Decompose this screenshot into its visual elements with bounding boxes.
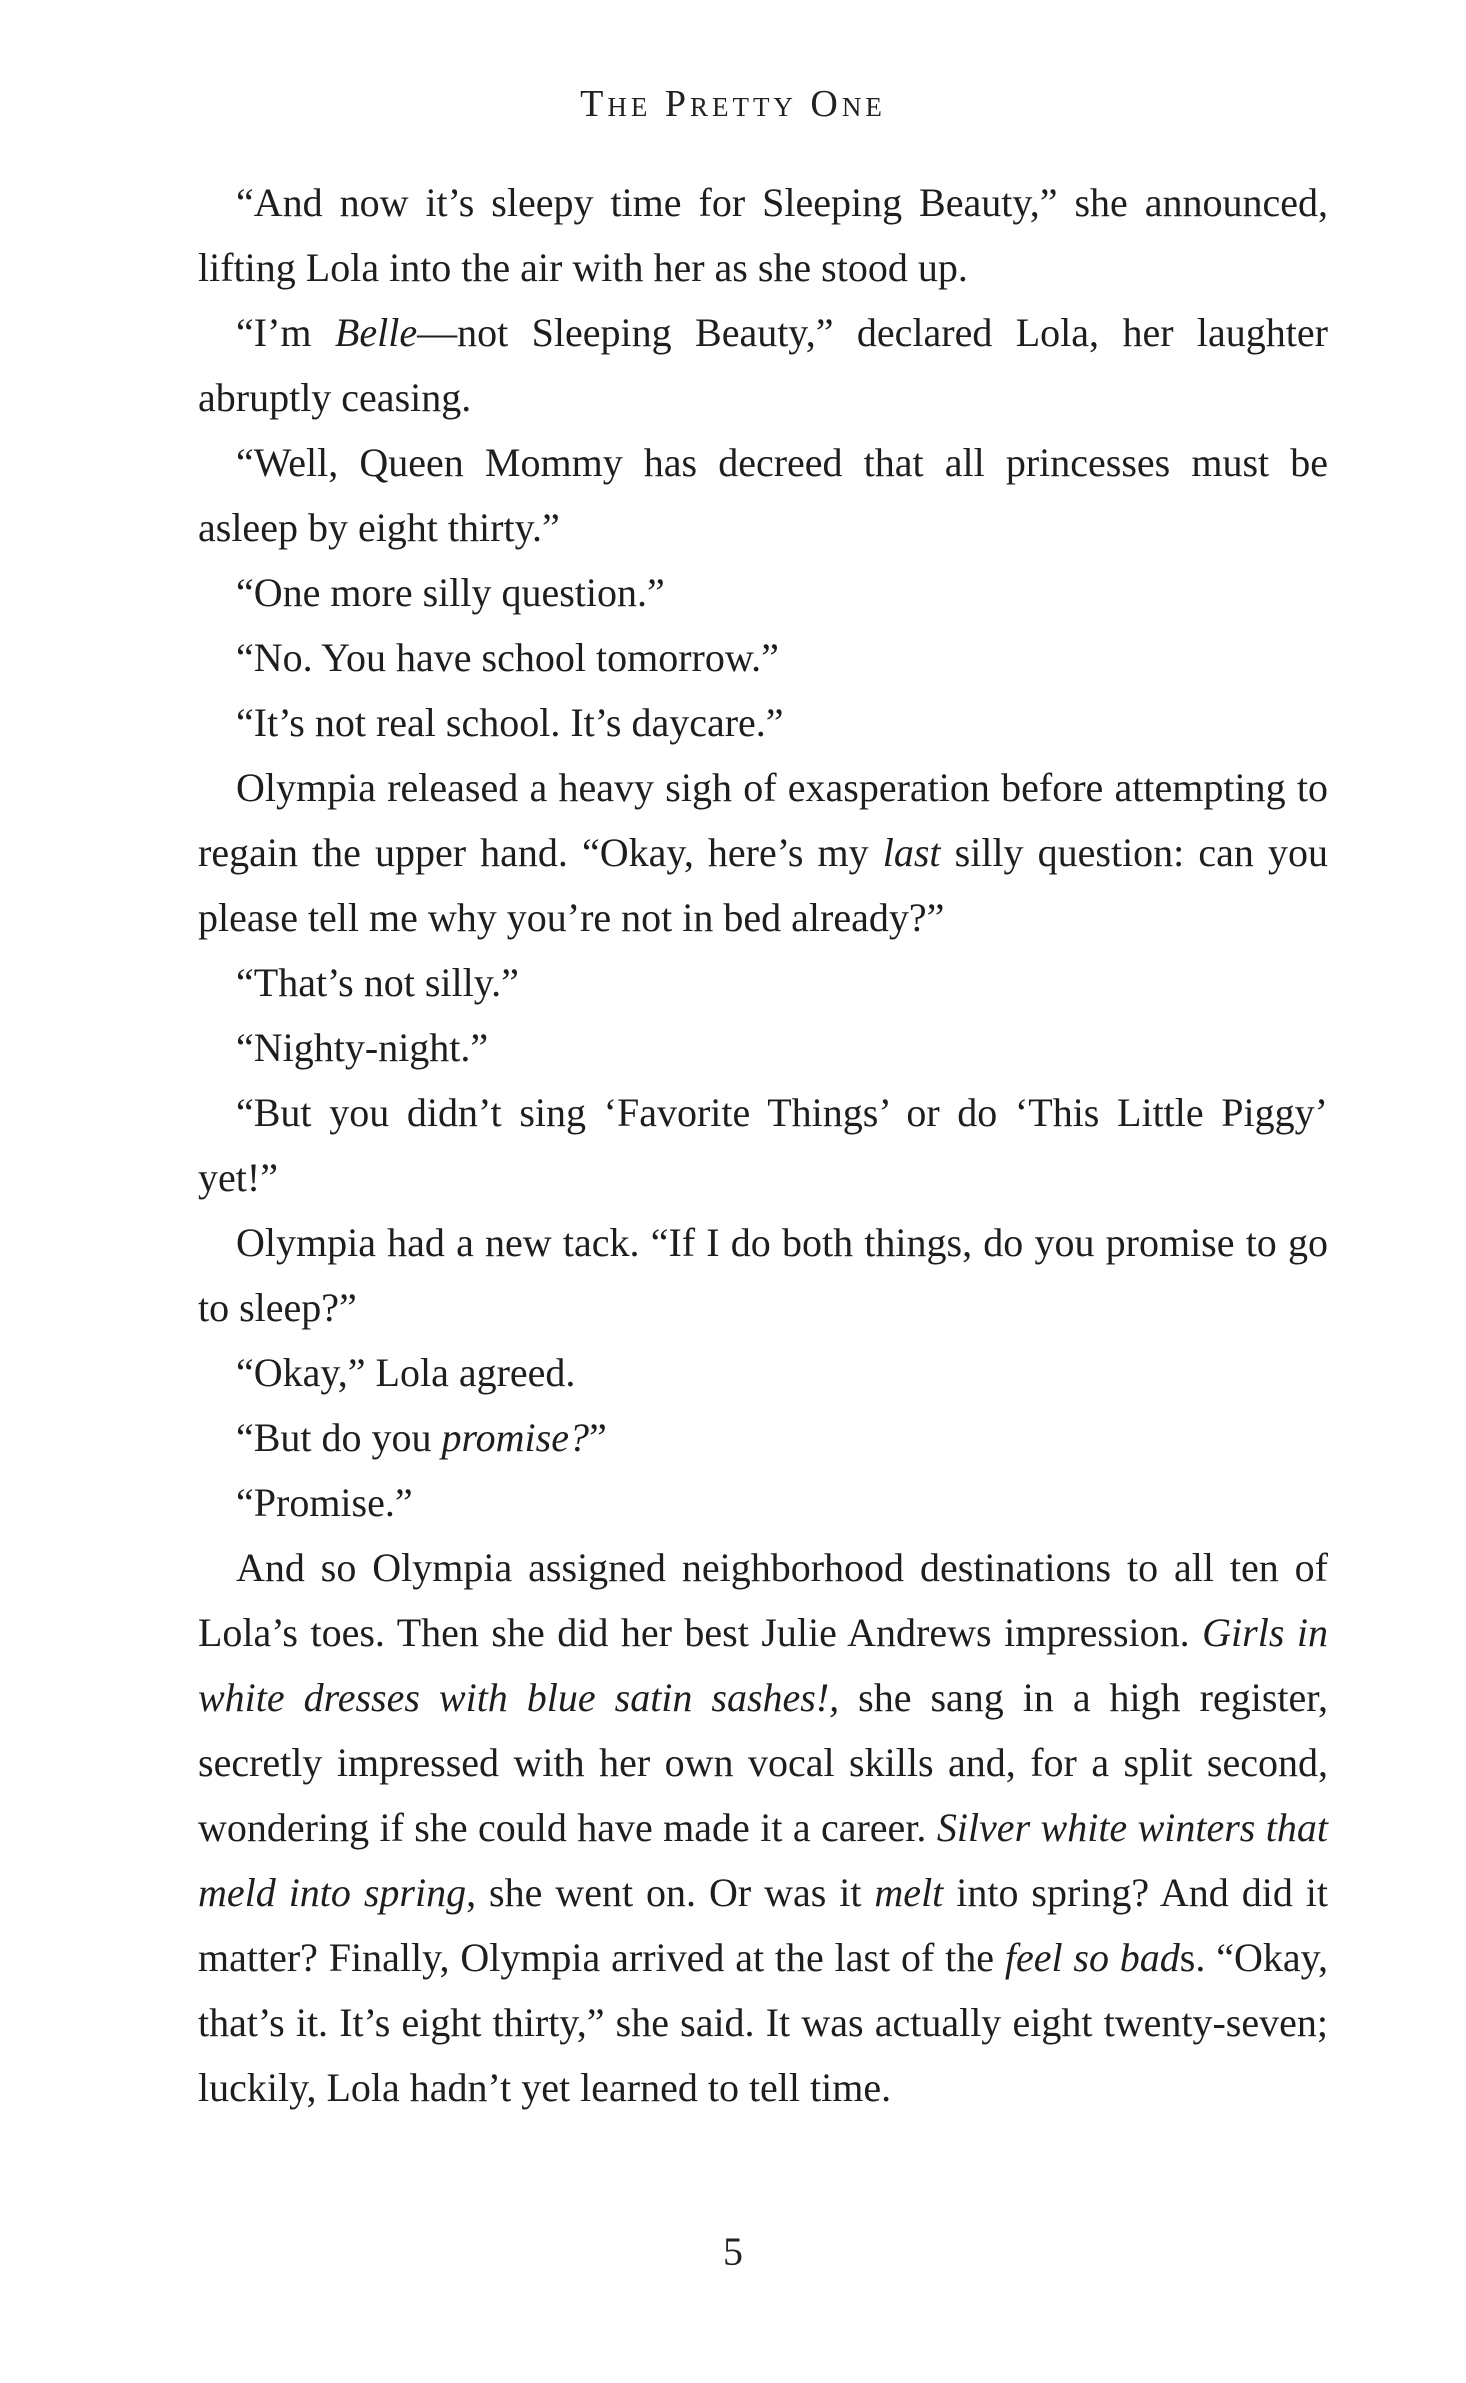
paragraph: “Nighty-night.” — [236, 1025, 489, 1070]
paragraph: “No. You have school tomorrow.” — [236, 635, 779, 680]
italic-text: last — [882, 830, 941, 875]
italic-text: Belle — [334, 310, 418, 355]
paragraph: And so Olympia assigned neighborhood destinations to all ten of Lola’s toes. Then she did her best Julie Andrews impression. Girls in white dresses with blue satin sashes!, she sang in a high register, secretly impressed with her own vocal skills and, for a split second, wondering if she could have made it a career. Silver white winters that meld into spring, she went on. Or was it melt into spring? And did it matter? Finally, Olympia arrived at the last of the feel so bads. “Okay, that’s it. It’s eight thirty,” she said. It was actually eight twenty-seven; luckily, Lola hadn’t yet learned to tell time. — [198, 1545, 1329, 2110]
body-text — [198, 170, 1328, 2120]
italic-text: Girls in white dresses with blue satin sashes!, — [198, 1610, 1329, 1720]
paragraph: “Okay,” Lola agreed. — [236, 1350, 576, 1395]
italic-text: feel so bad — [1004, 1935, 1180, 1980]
page-number: 5 — [723, 2229, 743, 2274]
paragraph: “That’s not silly.” — [236, 960, 519, 1005]
paragraph: “I’m Belle—not Sleeping Beauty,” declared Lola, her laughter abruptly ceasing. — [198, 310, 1328, 420]
italic-text: promise? — [441, 1415, 589, 1460]
paragraph: “One more silly question.” — [236, 570, 665, 615]
italic-text: melt — [874, 1870, 944, 1915]
paragraph: “Well, Queen Mommy has decreed that all princesses must be asleep by eight thirty.” — [198, 440, 1328, 550]
paragraph: “Promise.” — [236, 1480, 413, 1525]
running-head: The Pretty One — [580, 83, 886, 125]
paragraph: “But you didn’t sing ‘Favorite Things’ or do ‘This Little Piggy’ yet!” — [198, 1090, 1328, 1200]
paragraph: “It’s not real school. It’s daycare.” — [236, 700, 784, 745]
paragraph: “And now it’s sleepy time for Sleeping Beauty,” she announced, lifting Lola into the air with her as she stood up. — [198, 180, 1328, 290]
paragraph: “But do you promise?” — [236, 1415, 607, 1460]
paragraph: Olympia had a new tack. “If I do both things, do you promise to go to sleep?” — [198, 1220, 1328, 1330]
paragraph: Olympia released a heavy sigh of exasperation before attempting to regain the upper hand. “Okay, here’s my last silly question: can you please tell me why you’re not in bed already?” — [198, 765, 1328, 940]
italic-text: Silver white winters that meld into spring — [198, 1805, 1328, 1915]
